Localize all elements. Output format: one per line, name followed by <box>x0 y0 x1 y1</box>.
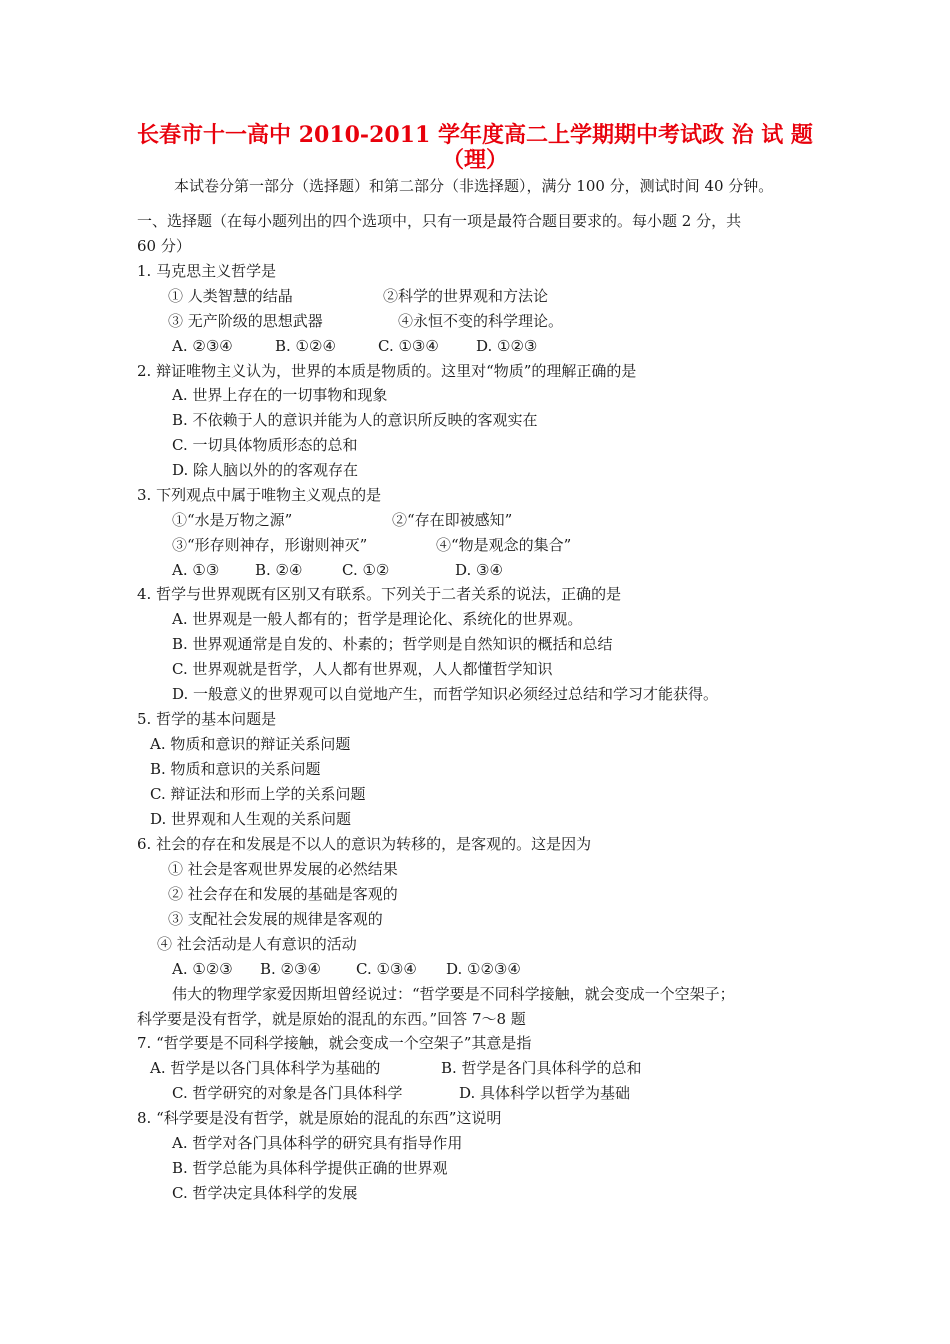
option-a: A. ②③④ <box>172 337 233 355</box>
question-5-option-c: C. 辩证法和形而上学的关系问题 <box>150 785 366 803</box>
question-3-statement: ④“物是观念的集合” <box>436 536 572 554</box>
question-3-statement: ③“形存则神存，形谢则神灭” <box>172 536 368 554</box>
option-a: A. ①②③ <box>172 960 233 978</box>
option-b: B. ②④ <box>255 561 303 579</box>
question-5-option-a: A. 物质和意识的辩证关系问题 <box>150 735 351 753</box>
option-d: D. ③④ <box>455 561 503 579</box>
question-4-option-a: A. 世界观是一般人都有的；哲学是理论化、系统化的世界观。 <box>172 610 583 628</box>
question-6-statement: ② 社会存在和发展的基础是客观的 <box>168 885 398 903</box>
section-heading-cont: 60 分） <box>137 237 191 255</box>
option-b: B. ①②④ <box>275 337 336 355</box>
question-6-statement: ④ 社会活动是人有意识的活动 <box>157 935 357 953</box>
question-4-option-d: D. 一般意义的世界观可以自觉地产生，而哲学知识必须经过总结和学习才能获得。 <box>172 685 719 703</box>
option-c: C. ①② <box>342 561 390 579</box>
question-1-statement: ① 人类智慧的结晶 <box>168 287 293 305</box>
question-7-option-a: A. 哲学是以各门具体科学为基础的 <box>150 1059 381 1077</box>
question-1-statement: ④永恒不变的科学理论。 <box>398 312 564 330</box>
question-2-option-a: A. 世界上存在的一切事物和现象 <box>172 386 388 404</box>
option-c: C. ①③④ <box>356 960 417 978</box>
exam-title-subtitle: （理） <box>441 147 508 173</box>
exam-title: 长春市十一高中 2010-2011 学年度高二上学期期中考试政 治 试 题 <box>137 122 813 148</box>
question-1-stem: 1. 马克思主义哲学是 <box>137 262 277 280</box>
question-3-statement: ①“水是万物之源” <box>172 511 293 529</box>
question-5-option-d: D. 世界观和人生观的关系问题 <box>150 810 352 828</box>
question-7-stem: 7. “哲学要是不同科学接触，就会变成一个空架子”其意是指 <box>137 1034 532 1052</box>
question-1-statement: ③ 无产阶级的思想武器 <box>168 312 323 330</box>
question-2-option-b: B. 不依赖于人的意识并能为人的意识所反映的客观实在 <box>172 411 538 429</box>
section-heading: 一、选择题（在每小题列出的四个选项中，只有一项是最符合题目要求的。每小题 2 分，共 <box>137 212 742 230</box>
question-1-statement: ②科学的世界观和方法论 <box>383 287 549 305</box>
question-6-stem: 6. 社会的存在和发展是不以人的意识为转移的，是客观的。这是因为 <box>137 835 592 853</box>
intro-text: 本试卷分第一部分（选择题）和第二部分（非选择题），满分 100 分，测试时间 40 分钟。 <box>174 177 774 195</box>
question-5-stem: 5. 哲学的基本问题是 <box>137 710 277 728</box>
question-4-stem: 4. 哲学与世界观既有区别又有联系。下列关于二者关系的说法，正确的是 <box>137 585 622 603</box>
option-d: D. ①②③ <box>476 337 538 355</box>
question-8-option-a: A. 哲学对各门具体科学的研究具有指导作用 <box>172 1134 463 1152</box>
question-8-stem: 8. “科学要是没有哲学，就是原始的混乱的东西”这说明 <box>137 1109 502 1127</box>
question-2-option-d: D. 除人脑以外的的客观存在 <box>172 461 359 479</box>
option-d: D. ①②③④ <box>446 960 521 978</box>
question-4-option-c: C. 世界观就是哲学，人人都有世界观，人人都懂哲学知识 <box>172 660 553 678</box>
question-5-option-b: B. 物质和意识的关系问题 <box>150 760 321 778</box>
question-8-option-b: B. 哲学总能为具体科学提供正确的世界观 <box>172 1159 448 1177</box>
question-6-statement: ③ 支配社会发展的规律是客观的 <box>168 910 383 928</box>
question-2-option-c: C. 一切具体物质形态的总和 <box>172 436 358 454</box>
question-6-statement: ① 社会是客观世界发展的必然结果 <box>168 860 398 878</box>
question-4-option-b: B. 世界观通常是自发的、朴素的；哲学则是自然知识的概括和总结 <box>172 635 613 653</box>
reading-passage: 伟大的物理学家爱因斯坦曾经说过：“哲学要是不同科学接触，就会变成一个空架子； <box>172 985 735 1003</box>
question-2-stem: 2. 辩证唯物主义认为，世界的本质是物质的。这里对“物质”的理解正确的是 <box>137 362 637 380</box>
question-7-option-d: D. 具体科学以哲学为基础 <box>459 1084 631 1102</box>
question-7-option-b: B. 哲学是各门具体科学的总和 <box>441 1059 642 1077</box>
reading-passage-cont: 科学要是没有哲学，就是原始的混乱的东西。”回答 7～8 题 <box>137 1010 526 1028</box>
question-3-stem: 3. 下列观点中属于唯物主义观点的是 <box>137 486 382 504</box>
question-7-option-c: C. 哲学研究的对象是各门具体科学 <box>172 1084 403 1102</box>
option-a: A. ①③ <box>172 561 220 579</box>
question-8-option-c: C. 哲学决定具体科学的发展 <box>172 1184 358 1202</box>
question-3-statement: ②“存在即被感知” <box>392 511 513 529</box>
option-b: B. ②③④ <box>260 960 321 978</box>
option-c: C. ①③④ <box>378 337 439 355</box>
